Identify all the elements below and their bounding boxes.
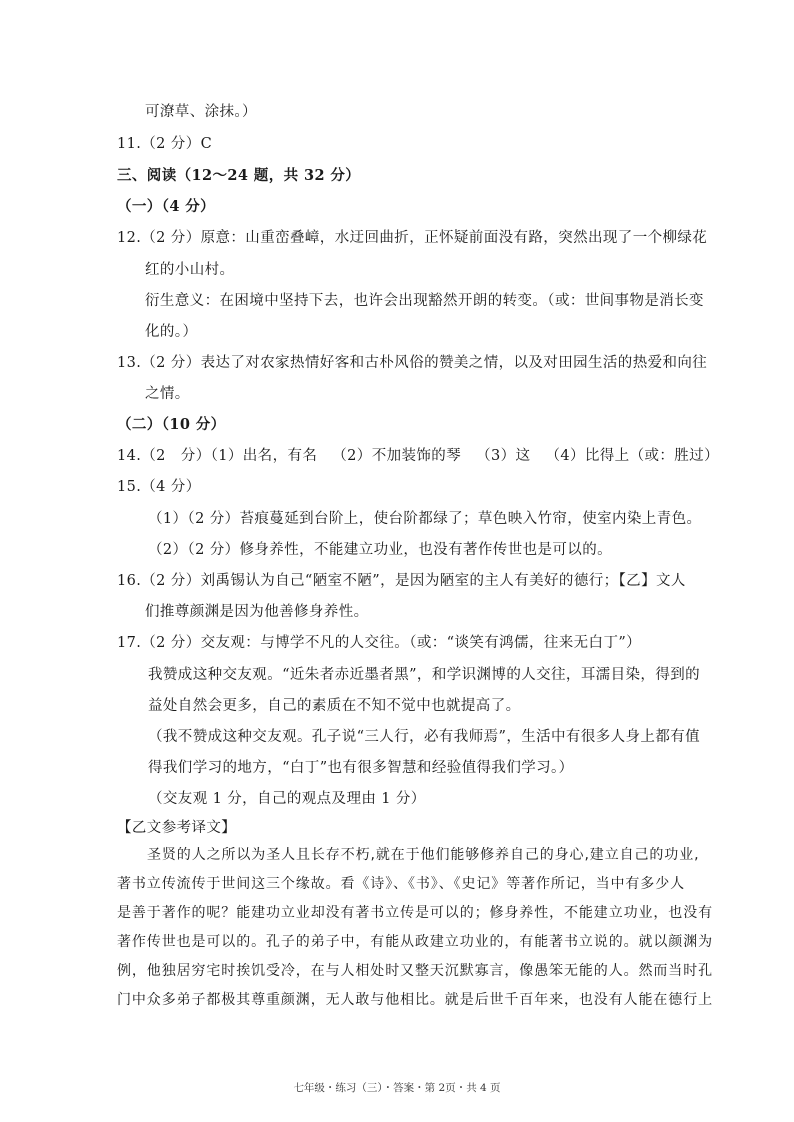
text-line: 益处自然会更多，自己的素质在不知不觉中也就提高了。 (148, 698, 521, 714)
answer-16: 16.（2 分）刘禹锡认为自己“陋室不陋”，是因为陋室的主人有美好的德行；【乙】文人 (117, 573, 686, 589)
answer-15: 15.（4 分） (117, 479, 201, 495)
subsection-heading: （一）（4 分） (117, 198, 216, 215)
text-line: （1）（2 分）苔痕蔓延到台阶上，使台阶都绿了；草色映入竹帘，使室内染上青色。 (148, 511, 702, 527)
text-line: 们推尊颜渊是因为他善修身养性。 (145, 604, 369, 620)
translation-line: 门中众多弟子都极其尊重颜渊，无人敢与他相比。就是后世千百年来，也没有人能在德行上 (117, 992, 713, 1008)
answer-13: 13.（2 分）表达了对农家热情好客和古朴风俗的赞美之情，以及对田园生活的热爱和向往 (117, 355, 708, 371)
scoring-note: （交友观 1 分，自己的观点及理由 1 分） (148, 791, 426, 807)
text-line: （我不赞成这种交友观。孔子说“三人行，必有我师焉”，生活中有很多人身上都有值 (148, 729, 701, 745)
text-line: 化的。） (145, 324, 198, 340)
answer-12: 12.（2 分）原意：山重峦叠嶂，水迂回曲折，正怀疑前面没有路，突然出现了一个柳绿花 (117, 230, 708, 246)
subsection-heading: （二）（10 分） (117, 416, 226, 433)
translation-line: 著作传世也是可以的。孔子的弟子中，有能从政建立功业的，有能著书立说的。就以颜渊为 (117, 934, 713, 950)
translation-heading: 【乙文参考译文】 (117, 820, 237, 836)
text-line: 衍生意义：在困境中坚持下去，也许会出现豁然开朗的转变。（或：世间事物是消长变 (145, 293, 704, 309)
translation-line: 圣贤的人之所以为圣人且长存不朽,就在于他们能够修养自己的身心,建立自己的功业, (147, 847, 700, 863)
page-footer: 七年级・练习（三）・答案・第 2页・共 4 页 (293, 1082, 501, 1094)
translation-line: 是善于著作的呢？能建功立业却没有著书立传是可以的；修身养性，不能建立功业，也没有 (117, 905, 713, 921)
translation-line: 例，他独居穷宅时挨饥受冷，在与人相处时又整天沉默寡言，像愚笨无能的人。然而当时孔 (117, 963, 713, 979)
text-line: 得我们学习的地方，“白丁”也有很多智慧和经验值得我们学习。） (148, 760, 574, 776)
answer-14: 14.（2 分）（1）出名，有名 （2）不加装饰的琴 （3）这 （4）比得上（或：胜过） (117, 448, 719, 464)
translation-line: 著书立传流传于世间这三个缘故。看《诗》、《书》、《史记》等著作所记，当中有多少人 (117, 876, 685, 892)
text-line: 之情。 (145, 386, 190, 402)
answer-11: 11.（2 分）C (117, 136, 213, 152)
text-line: 可潦草、涂抹。） (145, 104, 257, 120)
text-line: 我赞成这种交友观。“近朱者赤近墨者黑”，和学识渊博的人交往，耳濡目染，得到的 (148, 667, 701, 683)
text-line: 红的小山村。 (145, 262, 235, 278)
answer-17: 17.（2 分）交友观：与博学不凡的人交往。（或：“谈笑有鸿儒，往来无白丁”） (117, 635, 642, 651)
text-line: （2）（2 分）修身养性，不能建立功业，也没有著作传世也是可以的。 (148, 542, 613, 558)
section-heading: 三、阅读（12～24 题，共 32 分） (117, 167, 361, 184)
